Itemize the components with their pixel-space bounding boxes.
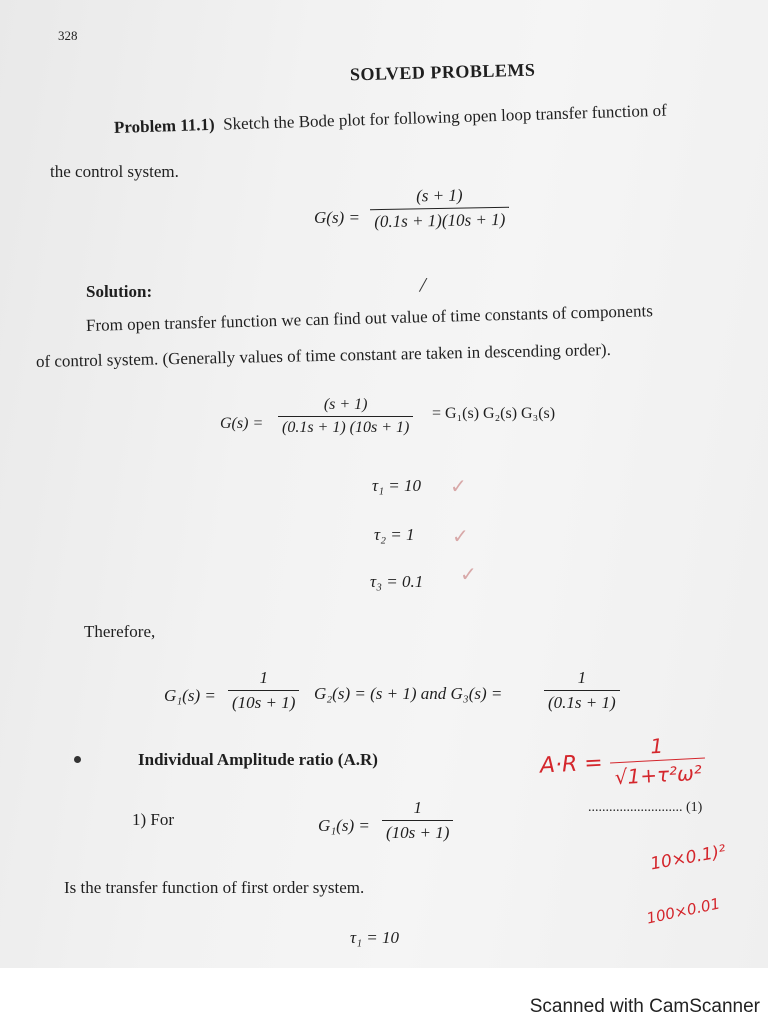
equation-tag: ........................... (1) bbox=[588, 800, 703, 815]
g3-fraction bbox=[544, 668, 620, 713]
solution-label: Solution: bbox=[86, 282, 153, 301]
g1-fraction bbox=[228, 668, 299, 713]
g1-lhs: G₁(s) = bbox=[164, 686, 216, 705]
eq1-numerator: (s + 1) bbox=[415, 185, 463, 206]
annotation-note2: 100×0.01 bbox=[644, 894, 722, 928]
problem-statement bbox=[114, 101, 667, 138]
ar-annotation-numerator: 1 bbox=[649, 733, 664, 759]
first-order-text: Is the transfer function of first order system. bbox=[64, 878, 365, 897]
g3-numerator: 1 bbox=[577, 668, 587, 687]
section-heading: SOLVED PROBLEMS bbox=[349, 59, 536, 85]
ar-annotation-fraction bbox=[609, 732, 707, 790]
pen-mark: / bbox=[417, 271, 429, 298]
check-mark: ✓ bbox=[460, 564, 477, 586]
paragraph-line2: of control system. (Generally values of time constant are taken in descending order). bbox=[35, 339, 612, 371]
tau1-bottom: τ₁ = 10 bbox=[350, 928, 399, 947]
annotation-note1: 10×0.1)² bbox=[648, 841, 728, 875]
tau3-value: τ₃ = 0.1 bbox=[370, 572, 424, 591]
ar-annotation-lhs: A·R = bbox=[539, 750, 604, 779]
tau2-value: τ₂ = 1 bbox=[374, 525, 415, 544]
paragraph-line1: From open transfer function we can find out value of time constants of components bbox=[85, 301, 654, 335]
item1-lhs: G₁(s) = bbox=[318, 816, 370, 835]
item1-denominator: (10s + 1) bbox=[382, 820, 453, 843]
g2-g3-text: G₂(s) = (s + 1) and G₃(s) = bbox=[314, 684, 503, 703]
bullet-dot bbox=[74, 756, 81, 763]
g1-denominator: (10s + 1) bbox=[228, 690, 299, 713]
therefore-label: Therefore, bbox=[84, 622, 156, 641]
problem-label: Problem 11.1) bbox=[113, 114, 215, 137]
check-mark: ✓ bbox=[452, 526, 469, 548]
eq1-fraction bbox=[370, 185, 510, 232]
problem-text-line2: the control system. bbox=[50, 162, 179, 181]
item1-numerator: 1 bbox=[413, 798, 422, 817]
eq2-fraction bbox=[278, 396, 413, 437]
page-number: 328 bbox=[58, 28, 78, 43]
item1-fraction bbox=[382, 798, 453, 843]
eq2-lhs: G(s) = bbox=[220, 415, 264, 432]
eq2-rhs: = G₁(s) G₂(s) G₃(s) bbox=[432, 405, 556, 422]
ar-annotation-denominator: √1+τ²ω² bbox=[610, 758, 706, 790]
problem-text: Sketch the Bode plot for following open loop transfer function of bbox=[222, 100, 668, 134]
g3-denominator: (0.1s + 1) bbox=[544, 690, 620, 713]
amplitude-ratio-heading: Individual Amplitude ratio (A.R) bbox=[138, 750, 378, 769]
eq1-denominator: (0.1s + 1)(10s + 1) bbox=[370, 207, 509, 232]
eq2-denominator: (0.1s + 1) (10s + 1) bbox=[278, 416, 413, 437]
eq2-numerator: (s + 1) bbox=[323, 396, 368, 413]
tau1-value: τ₁ = 10 bbox=[372, 476, 421, 495]
eq1-lhs: G(s) = bbox=[314, 208, 360, 227]
check-mark: ✓ bbox=[450, 476, 467, 498]
camscanner-watermark: Scanned with CamScanner bbox=[529, 996, 760, 1017]
item1-label: 1) For bbox=[132, 810, 175, 829]
g1-numerator: 1 bbox=[259, 668, 268, 687]
